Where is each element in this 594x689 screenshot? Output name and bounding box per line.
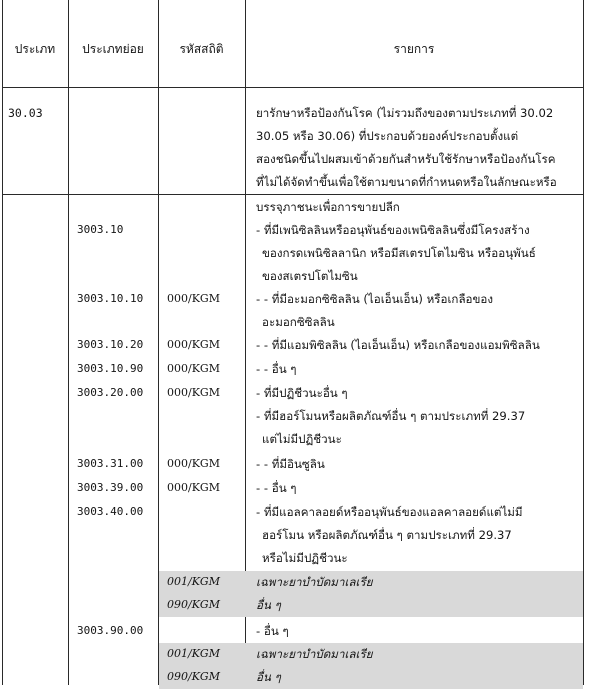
subheading-code: 3003.90.00 (77, 624, 144, 637)
description-line: ที่ไม่ได้จัดทำขึ้นเพื่อใช้ตามขนาดที่กำหนดหรือในลักษณะหรือ (256, 175, 557, 189)
stat-code: 000/KGM (167, 292, 220, 305)
stat-code: 001/KGM (167, 575, 220, 588)
column-header-stat-code: รหัสสถิติ (179, 42, 224, 56)
stat-code: 000/KGM (167, 457, 220, 470)
description-line: ของสเตรปโตไมซิน (262, 269, 358, 283)
column-header-description: รายการ (393, 42, 435, 56)
header-divider (2, 87, 584, 88)
stat-code: 000/KGM (167, 338, 220, 351)
subheading-code: 3003.40.00 (77, 505, 144, 518)
stat-code: 000/KGM (167, 481, 220, 494)
column-border (583, 0, 584, 685)
description-line: - ที่มีแอลคาลอยด์หรืออนุพันธ์ของแอลคาลอยด์แต่ไม่มี (256, 505, 523, 519)
description-line: - - ที่มีแอมพิซิลลิน (ไอเอ็นเอ็น) หรือเกลือของแอมพิซิลลิน (256, 338, 540, 352)
description-line: อื่น ๆ (256, 598, 281, 612)
description-line: อะมอกซิซิลลิน (262, 315, 335, 329)
stat-code: 000/KGM (167, 362, 220, 375)
subheading-code: 3003.20.00 (77, 386, 144, 399)
description-line: เฉพาะยาบำบัดมาเลเรีย (256, 575, 373, 589)
description-line: ฮอร์โมน หรือผลิตภัณฑ์อื่น ๆ ตามประเภทที่ 29.37 (262, 528, 512, 542)
stat-code: 001/KGM (167, 647, 220, 660)
heading-number: 30.03 (8, 106, 43, 120)
description-line: เฉพาะยาบำบัดมาเลเรีย (256, 647, 373, 661)
description-line: บรรจุภาชนะเพื่อการขายปลีก (256, 200, 400, 214)
description-line: - - อื่น ๆ (256, 362, 297, 376)
description-line: ของกรดเพนิซิลลานิก หรือมีสเตรปโตไมซิน หรืออนุพันธ์ (262, 246, 536, 260)
subheading-code: 3003.10 (77, 223, 124, 236)
description-line: - ที่มีปฏิชีวนะอื่น ๆ (256, 386, 348, 400)
stat-code: 090/KGM (167, 598, 220, 611)
description-line: - ที่มีฮอร์โมนหรือผลิตภัณฑ์อื่น ๆ ตามประเภทที่ 29.37 (256, 409, 526, 423)
description-line: - อื่น ๆ (256, 624, 289, 638)
description-line: สองชนิดขึ้นไปผสมเข้าด้วยกันสำหรับใช้รักษาหรือป้องกันโรค (256, 152, 556, 166)
description-line: - - อื่น ๆ (256, 481, 297, 495)
column-header-heading: ประเภท (14, 42, 56, 56)
description-line: อื่น ๆ (256, 670, 281, 684)
description-line: - - ที่มีอินซูลิน (256, 457, 325, 471)
description-line: แต่ไม่มีปฏิชีวนะ (262, 432, 342, 446)
column-border (2, 0, 3, 685)
column-border (68, 0, 69, 685)
subheading-code: 3003.31.00 (77, 457, 144, 470)
subheading-code: 3003.10.10 (77, 292, 144, 305)
shaded-row-band (159, 594, 583, 617)
subheading-code: 3003.10.90 (77, 362, 144, 375)
subheading-code: 3003.39.00 (77, 481, 144, 494)
subheading-code: 3003.10.20 (77, 338, 144, 351)
column-header-subheading: ประเภทย่อย (82, 42, 144, 56)
stat-code: 090/KGM (167, 670, 220, 683)
stat-code: 000/KGM (167, 386, 220, 399)
description-line: หรือไม่มีปฏิชีวนะ (262, 551, 348, 565)
description-line: ยารักษาหรือป้องกันโรค (ไม่รวมถึงของตามประเภทที่ 30.02 (256, 106, 554, 120)
shaded-row-band (159, 666, 583, 689)
description-line: 30.05 หรือ 30.06) ที่ประกอบด้วยองค์ประกอบตั้งแต่ (256, 129, 519, 143)
description-line: - - ที่มีอะมอกซิซิลลิน (ไอเอ็นเอ็น) หรือเกลือของ (256, 292, 494, 306)
description-line: - ที่มีเพนิซิลลินหรืออนุพันธ์ของเพนิซิลลินซึ่งมีโครงสร้าง (256, 223, 530, 237)
row-divider (2, 194, 584, 195)
